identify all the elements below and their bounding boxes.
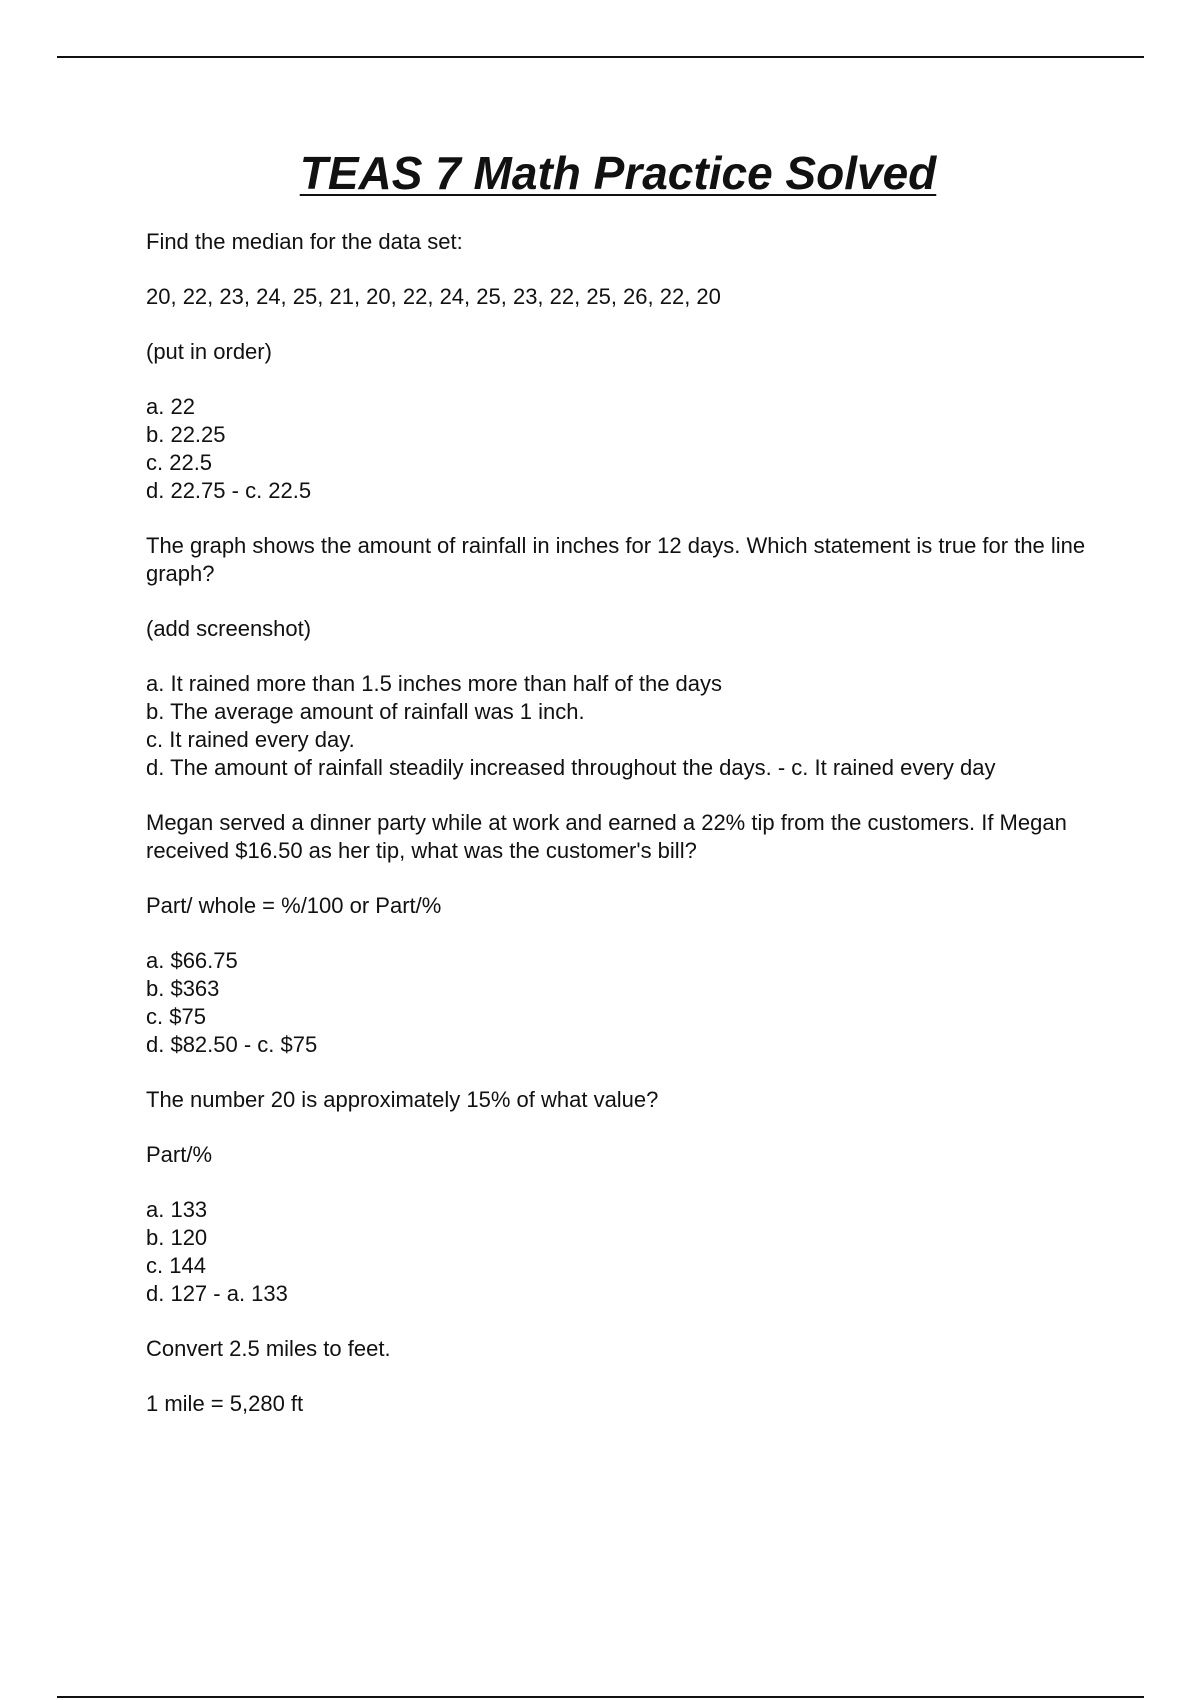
document-body — [146, 228, 1086, 1445]
option-item: b. $363 — [146, 976, 220, 1001]
top-rule — [57, 56, 1144, 58]
question-4-prompt: The number 20 is approximately 15% of what value? — [146, 1087, 659, 1112]
question-2-hint: (add screenshot) — [146, 616, 312, 641]
option-item: b. 120 — [146, 1225, 208, 1250]
option-item: a. $66.75 — [146, 948, 238, 973]
option-item: d. The amount of rainfall steadily increased throughout the days. - c. It rained every day — [146, 755, 996, 780]
option-item: d. 127 - a. 133 — [146, 1281, 288, 1306]
question-2-options — [146, 670, 1086, 782]
option-item: c. $75 — [146, 1004, 206, 1029]
question-3-options — [146, 947, 1086, 1059]
document-title — [0, 145, 1200, 201]
question-5-prompt: Convert 2.5 miles to feet. — [146, 1336, 391, 1361]
option-item: c. It rained every day. — [146, 727, 355, 752]
question-5-hint: 1 mile = 5,280 ft — [146, 1391, 304, 1416]
question-1-prompt: Find the median for the data set: — [146, 229, 463, 254]
option-item: a. 22 — [146, 394, 195, 419]
option-item: c. 144 — [146, 1253, 206, 1278]
option-item: a. It rained more than 1.5 inches more than half of the days — [146, 671, 723, 696]
option-item: c. 22.5 — [146, 450, 213, 475]
question-1-options — [146, 393, 1086, 505]
question-4-options — [146, 1196, 1086, 1308]
question-3-prompt: Megan served a dinner party while at work and earned a 22% tip from the customers. If Megan received $16.50 as her tip, what was the customer's bill? — [146, 810, 1067, 863]
option-item: a. 133 — [146, 1197, 208, 1222]
option-item: b. 22.25 — [146, 422, 226, 447]
question-1-hint: (put in order) — [146, 339, 272, 364]
question-3-hint: Part/ whole = %/100 or Part/% — [146, 893, 442, 918]
question-4-hint: Part/% — [146, 1142, 213, 1167]
question-1-data-set: 20, 22, 23, 24, 25, 21, 20, 22, 24, 25, 23, 22, 25, 26, 22, 20 — [146, 284, 721, 309]
option-item: b. The average amount of rainfall was 1 inch. — [146, 699, 585, 724]
option-item: d. $82.50 - c. $75 — [146, 1032, 318, 1057]
bottom-rule — [57, 1696, 1144, 1698]
document-title-text: TEAS 7 Math Practice Solved — [299, 147, 937, 199]
option-item: d. 22.75 - c. 22.5 — [146, 478, 312, 503]
question-2-prompt: The graph shows the amount of rainfall in inches for 12 days. Which statement is true for the line graph? — [146, 533, 1086, 586]
